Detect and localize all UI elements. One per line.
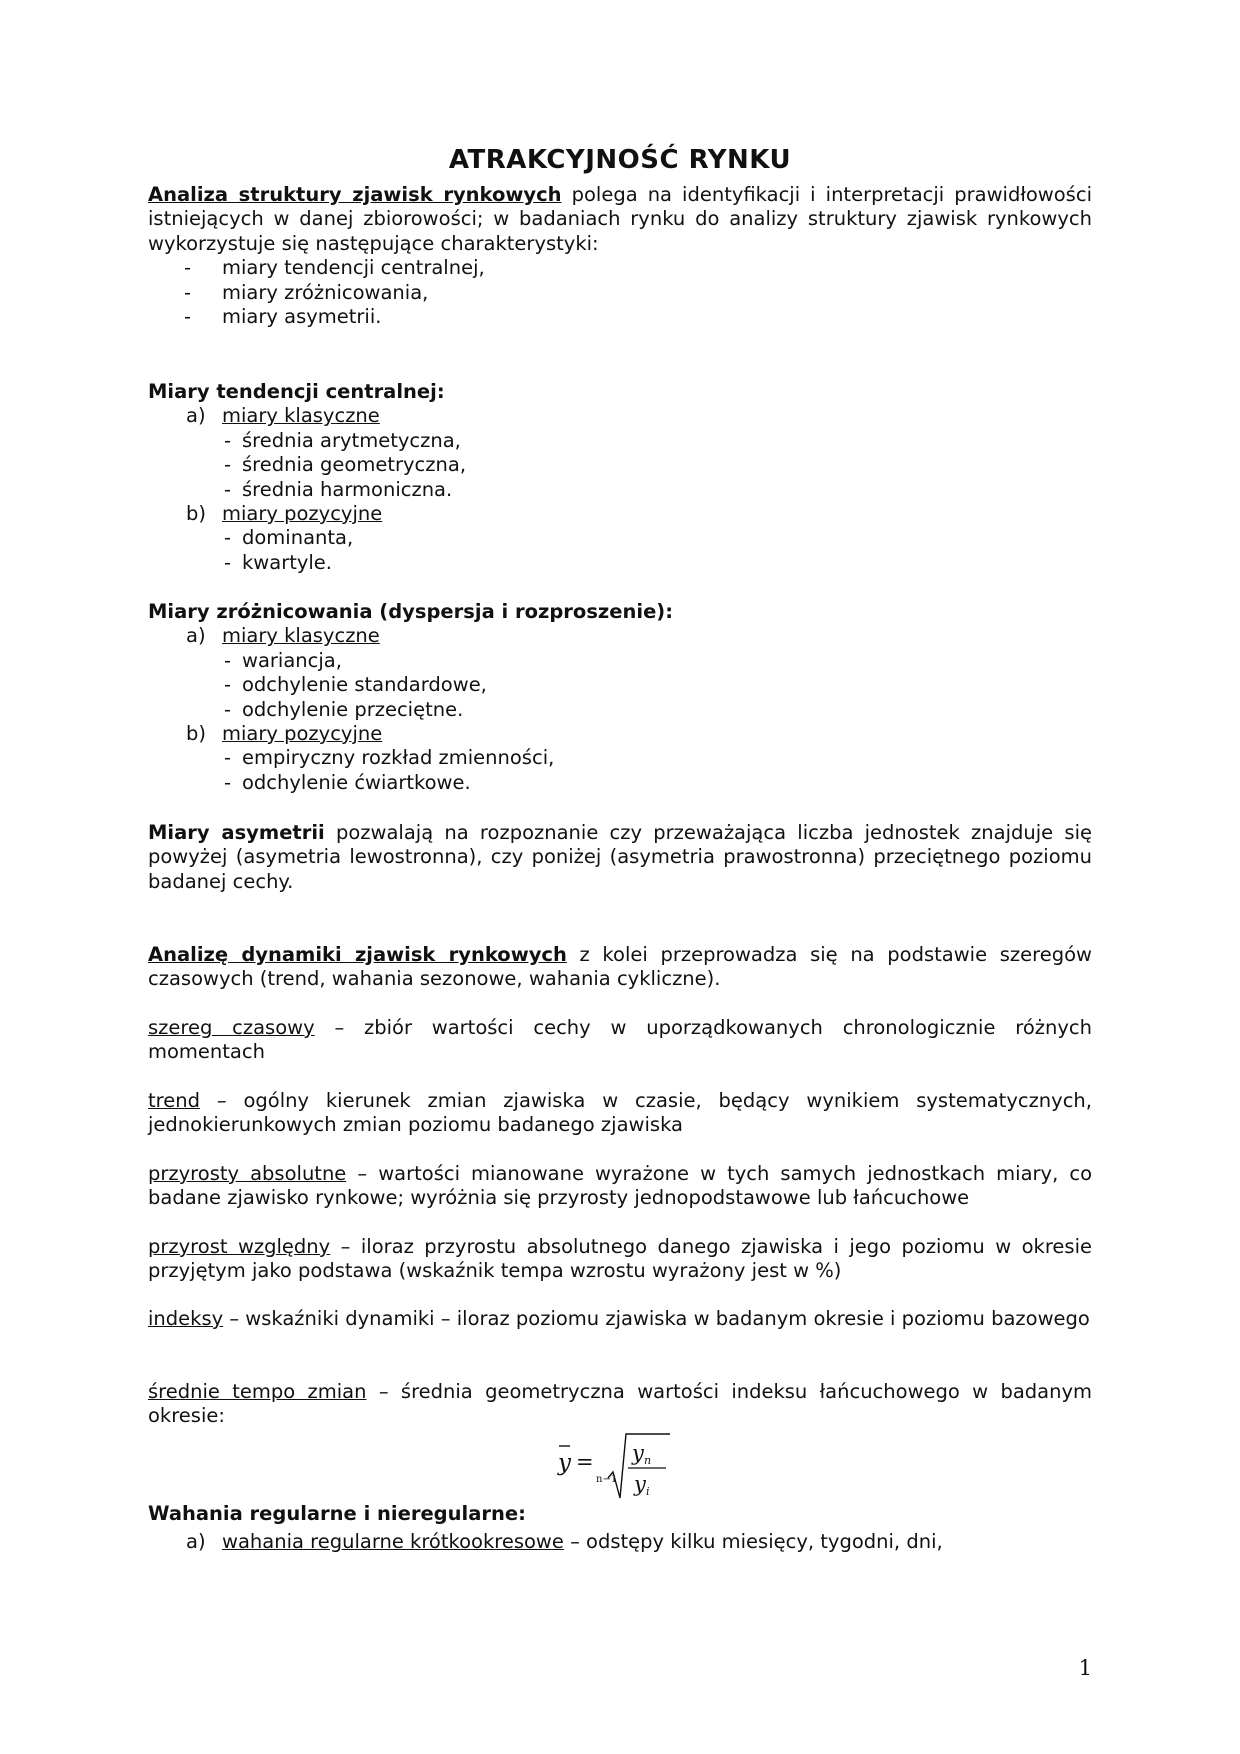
definition-item: [148, 1016, 1092, 1065]
definition-term: przyrosty absolutne: [148, 1162, 347, 1185]
list-item: - średnia geometryczna,: [148, 453, 1092, 477]
dynamics-section: [148, 943, 1092, 992]
intro-section: [148, 183, 1092, 329]
asymmetry-section: [148, 821, 1092, 894]
item-term: wahania regularne krótkookresowe: [222, 1530, 564, 1554]
definition-item: [148, 1162, 1092, 1211]
asymmetry-term: Miary asymetrii: [148, 821, 325, 844]
asymmetry-paragraph: [148, 821, 1092, 894]
definition-term: szereg czasowy: [148, 1016, 315, 1039]
list-marker: b): [186, 722, 206, 746]
list-marker: b): [186, 502, 206, 526]
dynamics-text: z kolei przeprowadza się na podstawie szeregów czasowych (trend, wahania sezonowe, wahania cykliczne).: [148, 943, 1092, 991]
definition-term: średnie tempo zmian: [148, 1380, 367, 1403]
list-item: [148, 722, 1092, 746]
section-heading: Wahania regularne i nieregularne:: [148, 1502, 526, 1525]
definition-text: – średnia geometryczna wartości indeksu łańcuchowego w badanym okresie:: [148, 1380, 1092, 1428]
formula-lhs: y: [558, 1450, 571, 1476]
page-title: ATRAKCYJNOŚĆ RYNKU: [448, 145, 792, 175]
list-item: - miary asymetrii.: [148, 305, 1092, 329]
list-item: - miary tendencji centralnej,: [148, 256, 1092, 280]
list-item: - wariancja,: [148, 649, 1092, 673]
list-item: - kwartyle.: [148, 551, 1092, 575]
list-item: - średnia harmoniczna.: [148, 478, 1092, 502]
formula-numerator: y: [632, 1441, 644, 1465]
definition-text: – ogólny kierunek zmian zjawiska w czasie, będący wynikiem systematycznych, jednokierunkowych zmian poziomu badanego zjawiska: [148, 1089, 1092, 1137]
formula: [148, 1428, 1092, 1500]
formula-denominator: y: [634, 1472, 646, 1496]
list-item: - odchylenie ćwiartkowe.: [148, 771, 1092, 795]
definition-item: [148, 1380, 1092, 1429]
list-item: [148, 624, 1092, 648]
formula-numerator-sub: n: [644, 1454, 652, 1467]
group-label: miary pozycyjne: [222, 722, 383, 746]
definition-text: – wartości mianowane wyrażone w tych samych jednostkach miary, co badane zjawisko rynkowe; wyróżnia się przyrosty jednopodstawowe lub łańcuchowe: [148, 1162, 1093, 1210]
section-heading: Miary zróżnicowania (dyspersja i rozproszenie):: [148, 600, 674, 623]
definition-item: [148, 1235, 1092, 1284]
intro-text: polega na identyfikacji i interpretacji prawidłowości istniejących w danej zbiorowości; w badaniach rynku do analizy struktury zjawisk rynkowych wykorzystuje się następujące charakterystyki:: [148, 183, 1092, 255]
definition-term: przyrost względny: [148, 1235, 331, 1258]
intro-list: [148, 256, 1092, 329]
intro-paragraph: [148, 183, 1092, 256]
group-label: miary pozycyjne: [222, 502, 383, 526]
definition-term: indeksy: [148, 1307, 224, 1330]
list-item: [148, 502, 1092, 526]
list-item: - odchylenie standardowe,: [148, 673, 1092, 697]
list-item: - odchylenie przeciętne.: [148, 698, 1092, 722]
list-marker: a): [186, 624, 206, 648]
definition-text: – iloraz przyrostu absolutnego danego zjawiska i jego poziomu w okresie przyjętym jako podstawa (wskaźnik tempa wzrostu wyrażony jest w %): [148, 1235, 1092, 1283]
formula-root-index: n−1: [596, 1474, 618, 1485]
formula-graphic: [556, 1428, 676, 1500]
definition-text: – zbiór wartości cechy w uporządkowanych chronologicznie różnych momentach: [148, 1016, 1092, 1064]
section-heading: Miary tendencji centralnej:: [148, 380, 445, 403]
list-item: [148, 1530, 1092, 1554]
central-tendency-section: [148, 380, 1092, 575]
formula-equals: =: [576, 1450, 594, 1474]
definition-text: – wskaźniki dynamiki – iloraz poziomu zjawiska w badanym okresie i poziomu bazowego: [223, 1307, 1090, 1330]
page-number: 1: [1078, 1656, 1092, 1680]
list-item: - dominanta,: [148, 526, 1092, 550]
list-item: - miary zróżnicowania,: [148, 281, 1092, 305]
group-label: miary klasyczne: [222, 624, 380, 648]
list-marker: a): [186, 1530, 206, 1554]
group-label: miary klasyczne: [222, 404, 380, 428]
definition-item: [148, 1307, 1092, 1331]
list-item: - empiryczny rozkład zmienności,: [148, 746, 1092, 770]
dispersion-section: [148, 600, 1092, 795]
item-text: – odstępy kilku miesięcy, tygodni, dni,: [563, 1530, 943, 1554]
definition-item: [148, 1089, 1092, 1138]
fluctuations-section: [148, 1502, 1092, 1555]
definition-term: trend: [148, 1089, 200, 1112]
intro-term: Analiza struktury zjawisk rynkowych: [148, 183, 562, 206]
formula-denominator-sub: i: [646, 1485, 650, 1498]
list-item: - średnia arytmetyczna,: [148, 429, 1092, 453]
asymmetry-text: pozwalają na rozpoznanie czy przeważająca liczba jednostek znajduje się powyżej (asymetria lewostronna), czy poniżej (asymetria prawostronna) przeciętnego poziomu badanej cechy.: [148, 821, 1092, 893]
list-item: [148, 404, 1092, 428]
dynamics-paragraph: [148, 943, 1092, 992]
dynamics-term: Analizę dynamiki zjawisk rynkowych: [148, 943, 567, 966]
list-marker: a): [186, 404, 206, 428]
